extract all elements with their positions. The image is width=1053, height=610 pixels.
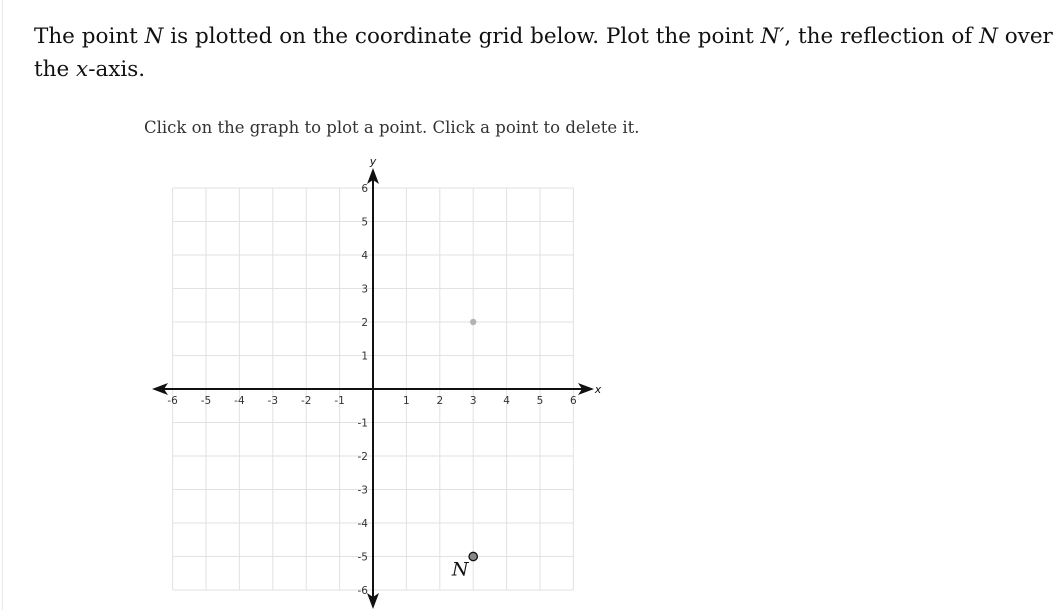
- math-N: N: [144, 24, 164, 49]
- math-x: x: [76, 57, 89, 82]
- y-tick-label: -3: [357, 484, 368, 497]
- problem-line-2: the x-axis.: [34, 57, 146, 82]
- point-N[interactable]: [469, 552, 477, 560]
- y-tick-label: -4: [357, 518, 368, 530]
- y-tick-label: 6: [361, 183, 368, 195]
- y-axis-label: y: [369, 155, 377, 168]
- hover-preview-point[interactable]: [470, 319, 476, 325]
- x-tick-label: 4: [503, 395, 510, 407]
- x-tick-label: 2: [436, 395, 444, 407]
- x-tick-label: 6: [570, 395, 577, 407]
- math-N: N: [979, 24, 998, 49]
- y-tick-label: 5: [361, 216, 368, 229]
- y-tick-label: 4: [361, 250, 368, 262]
- x-tick-label: 3: [469, 395, 477, 407]
- x-tick-label: -5: [200, 395, 212, 407]
- y-tick-label: 3: [361, 283, 368, 296]
- math-N-prime: N′: [760, 24, 785, 49]
- axes: [152, 155, 602, 609]
- x-tick-label: 1: [403, 395, 410, 407]
- x-axis-label: x: [594, 383, 602, 396]
- x-tick-label: -4: [234, 395, 245, 407]
- y-tick-label: -6: [357, 585, 368, 597]
- y-tick-label: 1: [361, 350, 368, 363]
- graph-instructions: Click on the graph to plot a point. Click a point to delete it.: [144, 118, 640, 137]
- x-tick-label: 5: [536, 395, 544, 407]
- x-tick-label: -6: [167, 395, 178, 407]
- x-tick-label: -2: [300, 395, 312, 407]
- x-tick-label: -3: [267, 395, 279, 407]
- y-tick-label: 2: [361, 317, 368, 329]
- y-tick-label: -1: [357, 417, 368, 430]
- y-tick-label: -5: [357, 551, 368, 564]
- problem-line-1: The point N is plotted on the coordinate grid below. Plot the point N′, the reflection of N over: [34, 24, 1053, 49]
- y-tick-label: -2: [357, 451, 368, 463]
- x-tick-label: -1: [334, 395, 345, 407]
- point-label-N: N: [451, 558, 469, 581]
